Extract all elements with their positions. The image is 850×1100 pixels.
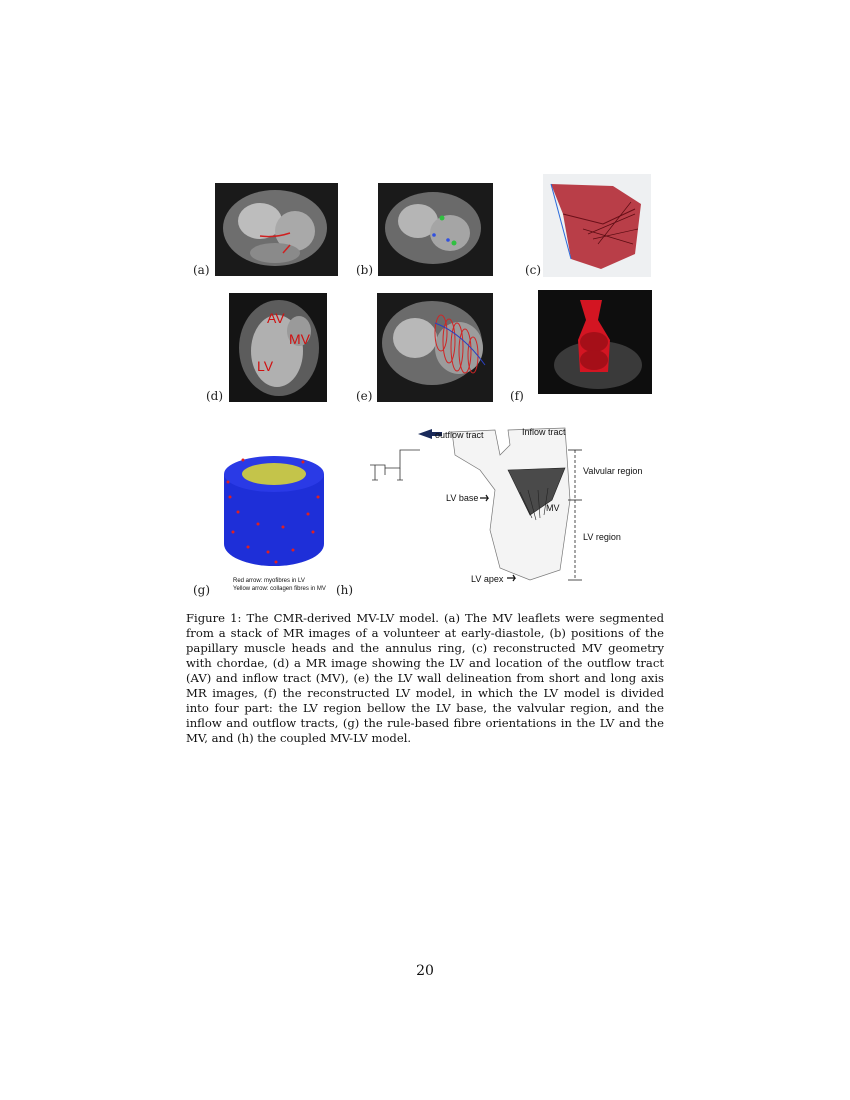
lv-apex-label: LV apex: [471, 574, 504, 584]
inflow-tract-label: Inflow tract: [522, 427, 566, 437]
mri-image-e: [377, 293, 493, 402]
panel-g-label: (g): [193, 583, 211, 597]
mv-label: MV: [546, 503, 560, 513]
av-annotation: AV: [267, 310, 285, 326]
lv-model-image-f: [538, 290, 652, 394]
page-number: 20: [416, 963, 434, 979]
legend-red: Red arrow: myofibres in LV: [233, 578, 305, 584]
panel-c-label: (c): [525, 263, 542, 277]
mri-image-b: [378, 183, 493, 276]
mri-image-d: [229, 293, 327, 402]
coupled-model-drawing: [360, 420, 660, 600]
panel-b-label: (b): [356, 263, 374, 277]
legend-yellow: Yellow arrow: collagen fibres in MV: [233, 586, 326, 592]
mv-annotation: MV: [289, 331, 310, 347]
figure-caption: Figure 1: The CMR-derived MV-LV model. (a) The MV leaflets were segmented from a stack of MR images of a volunteer at early-diastole, (b) positions of the papillary muscle heads and the annulus ring, (c) reconstructed MV geometry with chordae, (d) a MR image showing the LV and location of the outflow tract (AV) and inflow tract (MV), (e) the LV wall delineation from short and long axis MR images, (f) the reconstructed LV model, in which the LV model is divided into four part: the LV region bellow the LV base, the valvular region, and the inflow and outflow tracts, (g) the rule-based fibre orientations in the LV and the MV, and (h) the coupled MV-LV model.: [186, 611, 664, 745]
fibre-orientation-image-g: [218, 452, 330, 577]
lv-region-label: LV region: [583, 532, 621, 542]
lv-annotation: LV: [257, 358, 274, 374]
coupled-model-image-h: [360, 420, 660, 600]
panel-a-label: (a): [193, 263, 210, 277]
panel-h-label: (h): [336, 583, 354, 597]
outflow-tract-label: outflow tract: [435, 430, 484, 440]
panel-d-label: (d): [206, 389, 224, 403]
panel-e-label: (e): [356, 389, 373, 403]
mri-image-a: [215, 183, 338, 276]
panel-f-label: (f): [510, 389, 524, 403]
mv-geometry-image-c: [543, 174, 651, 277]
valvular-region-label: Valvular region: [583, 466, 643, 476]
lv-base-label: LV base: [446, 493, 479, 503]
